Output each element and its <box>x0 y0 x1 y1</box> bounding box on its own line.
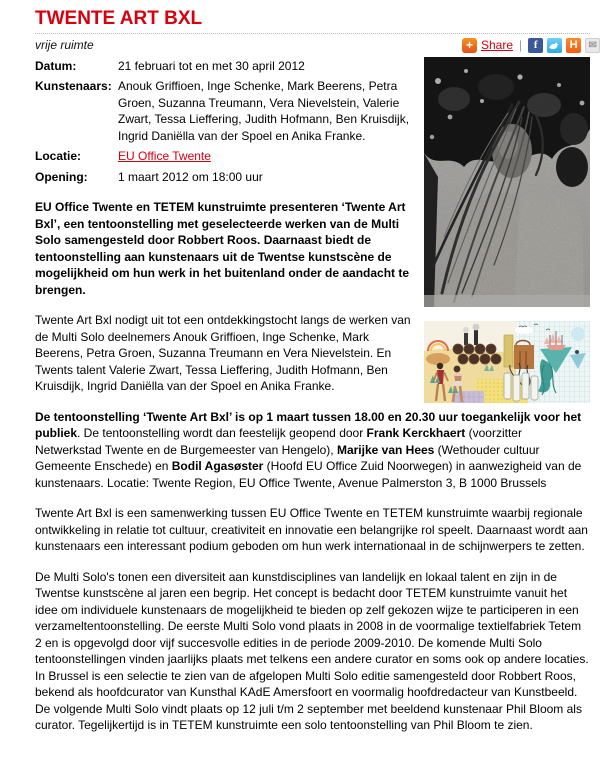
email-icon[interactable]: ✉ <box>585 38 600 53</box>
addthis-plus-icon[interactable]: + <box>462 38 477 53</box>
discovery-paragraph: Twente Art Bxl nodigt uit tot een ontdekkingstocht langs de werken van de Multi Solo deelnemers Anouk Griffioen, Inge Schenke, Mark Beerens, Petra Groen, Suzanna Treumann en Vera Nievelstein. En Twents talent Valerie Zwart, Tessa Lieffering, Judith Hofmann, Ben Kruisdijk, Ingrid Daniëlla van der Spoel en Anika Franke. <box>35 313 411 393</box>
hyves-icon[interactable]: H <box>566 38 581 53</box>
meta-label-opening: Opening: <box>35 169 88 184</box>
meta-value-opening: 1 maart 2012 om 18:00 uur <box>118 169 263 184</box>
multi-solo-paragraph: De Multi Solo's tonen een diversiteit aan kunstdisciplines van landelijk en lokaal talent en zijn in de Twentse kunstscène al jaren een begrip. Het concept is bedacht door TETEM kunstruimte vanuit het idee om individuele kunstenaars de mogelijkheid te bieden op zelf gekozen wijze te participeren in een verzameltentoonstelling. De eerste Multi Solo vond plaats in 2008 in de voormalige textielfabriek Tetem 2 en is opgevolgd door vijf succesvolle edities in de periode 2009-2010. De komende Multi Solo tentoonstellingen vinden jaarlijks plaats met telkens een andere curator en soms ook op andere locaties. In Brussel is een selectie te zien van de afgelopen Multi Solo editie samengesteld door Robbert Roos, bekend als hoofdcurator van Kunsthal KAdE Amersfoort en voormalig hoofdredacteur van Kunstbeeld. De volgende Multi Solo vindt plaats op 12 juli t/m 2 september met beeldend kunstenaar Phil Bloom als curator. Tegelijkertijd is in TETEM kunstruimte een solo tentoonstelling van Phil Bloom te zien. <box>35 569 589 732</box>
meta-label-datum: Datum: <box>35 58 77 73</box>
eu-office-twente-link[interactable]: EU Office Twente <box>118 149 211 163</box>
opening-event-paragraph: De tentoonstelling ‘Twente Art Bxl’ is op 1 maart tussen 18.00 en 20.30 uur toegankelijk voor het publiek. De tentoonstelling wordt dan feestelijk geopend door Frank Kerckhaert (voorzitter Netwerkstad Twente en de Burgemeester van Hengelo), Marijke van Hees (Wethouder cultuur Gemeente Enschede) en Bodil Agasøster (Hoofd EU Office Zuid Noorwegen) in aanwezigheid van de kunstenaars. Locatie: Twente Region, EU Office Twente, Avenue Palmerston 3, B 1000 Brussels <box>35 409 582 490</box>
category-label: vrije ruimte <box>35 38 94 52</box>
opening-times-text: De tentoonstelling ‘Twente Art Bxl’ is op 1 maart tussen 18.00 en 20.30 uur toegankelijk voor het publiek <box>35 409 582 440</box>
page-title: TWENTE ART BXL <box>35 8 203 29</box>
share-link[interactable]: Share <box>481 37 514 52</box>
meta-label-kunstenaars: Kunstenaars: <box>35 79 112 93</box>
intro-paragraph: EU Office Twente en TETEM kunstruimte presenteren ‘Twente Art Bxl’, een tentoonstelling met geselecteerde werken van de Multi Solo samengesteld door Robbert Roos. Daarnaast biedt de tentoonstelling aan kunstenaars uit de Twentse kunstscène de mogelijkheid om hun werk in het buitenland onder de aandacht te brengen. <box>35 200 410 297</box>
person-bodil-agasoster: Bodil Agasøster <box>171 459 264 473</box>
person-marijke-van-hees: Marijke van Hees <box>336 442 435 457</box>
person-frank-kerckhaert: Frank Kerckhaert <box>366 426 466 440</box>
meta-label-locatie: Locatie: <box>35 149 82 163</box>
collaboration-paragraph: Twente Art Bxl is een samenwerking tussen EU Office Twente en TETEM kunstruimte waarbij regionale ontwikkeling in relatie tot cultuur, creativiteit en innovatie een belangrijke rol speelt. Daarnaast wordt aan kunstenaars een interessant podium geboden om hun werk internationaal in de schijnwerpers te zetten. <box>35 506 588 553</box>
twitter-icon[interactable] <box>547 38 562 53</box>
share-widget <box>462 37 600 53</box>
artwork-collage-image <box>424 321 590 403</box>
exhibition-meta <box>35 58 420 186</box>
facebook-icon[interactable]: f <box>528 38 543 53</box>
share-separator: | <box>519 37 523 52</box>
artwork-drawing-image <box>424 57 590 307</box>
dotted-divider <box>35 33 590 34</box>
meta-value-kunstenaars: Anouk Griffioen, Inge Schenke, Mark Beerens, Petra Groen, Suzanna Treumann, Vera Nievelstein, Valerie Zwart, Tessa Lieffering, Judith Hofmann, Ben Kruisdijk, Ingrid Daniëlla van der Spoel en Anika Franke. <box>118 79 410 143</box>
meta-value-datum: 21 februari tot en met 30 april 2012 <box>118 58 305 73</box>
